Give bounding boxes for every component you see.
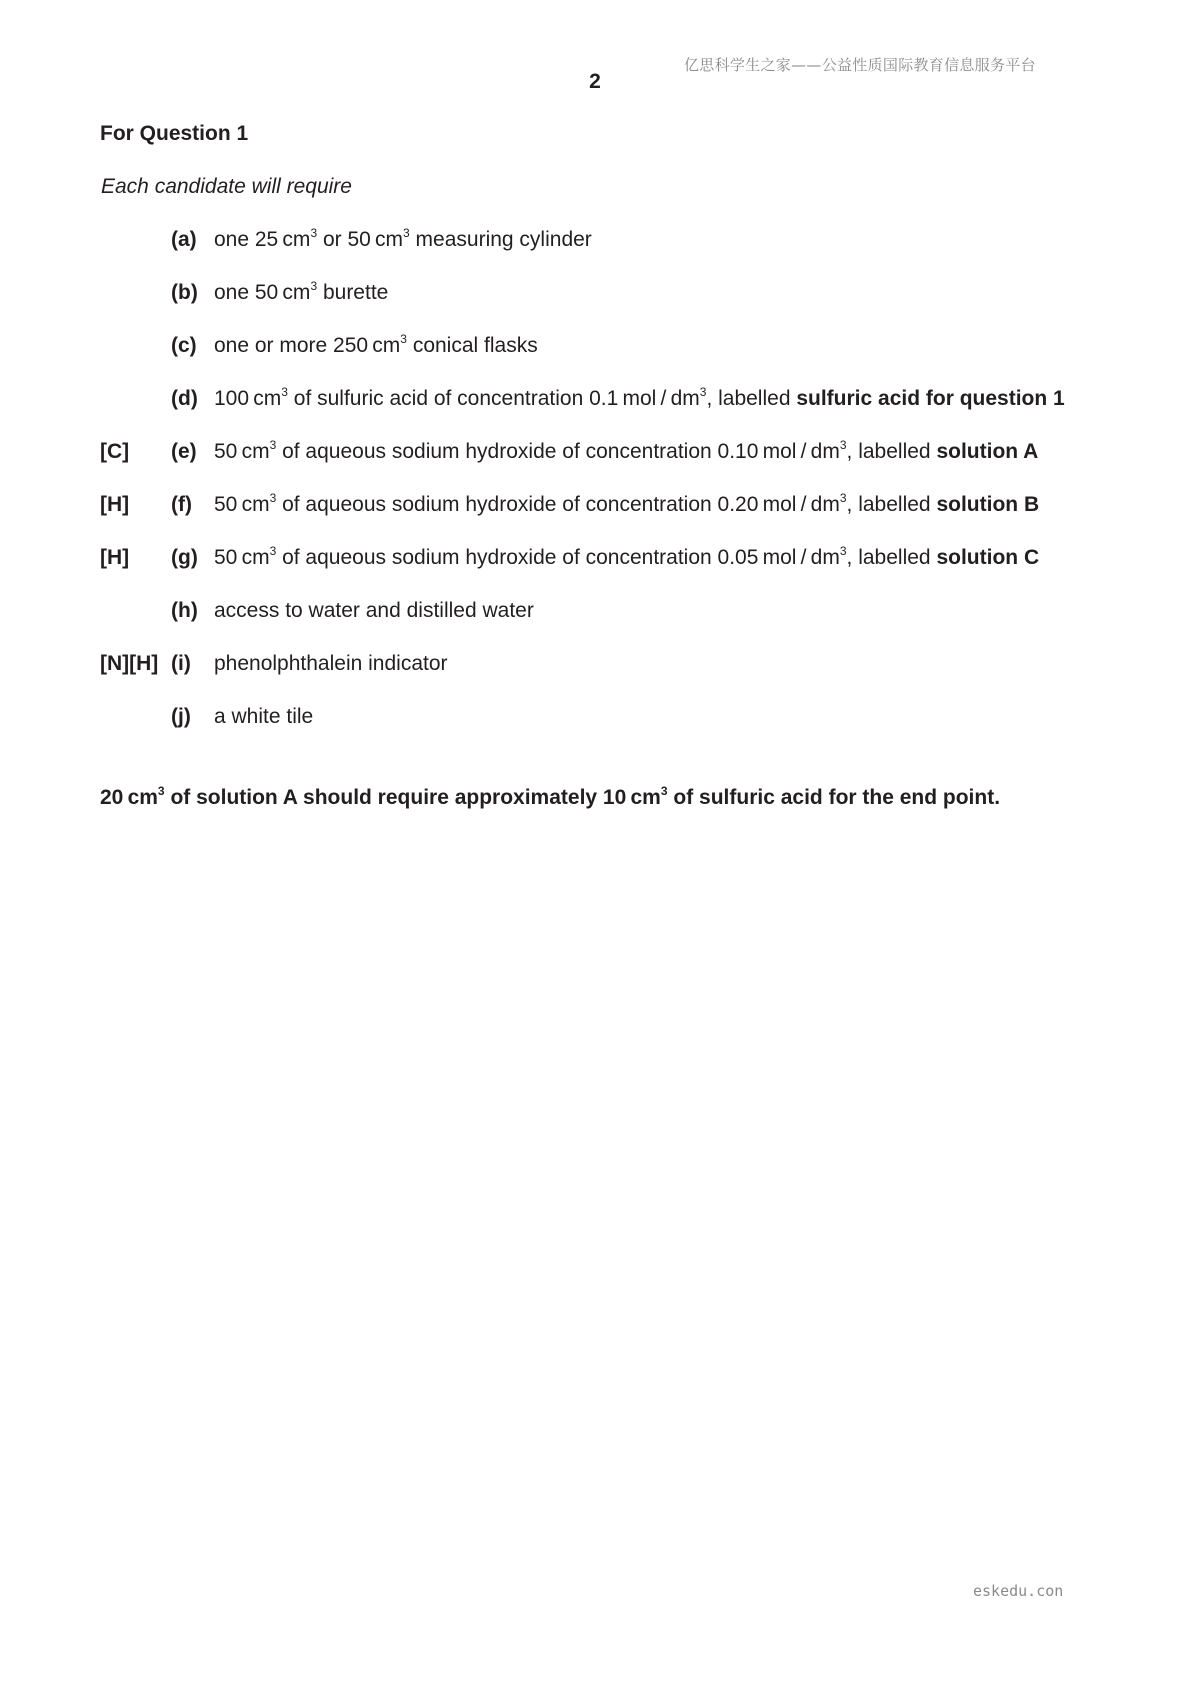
item-letter: (c) bbox=[171, 334, 197, 357]
item-letter: (e) bbox=[171, 440, 197, 463]
watermark-header: 亿思科学生之家——公益性质国际教育信息服务平台 bbox=[684, 56, 1036, 74]
item-letter: (g) bbox=[171, 546, 198, 569]
item-letter: (h) bbox=[171, 599, 198, 622]
item-letter: (i) bbox=[171, 652, 191, 675]
item-letter: (a) bbox=[171, 228, 197, 251]
item-text: one 50 $cm^3$ burette bbox=[214, 279, 389, 304]
item-code: [C] bbox=[100, 440, 130, 463]
item-text: 50 $cm^3$ of aqueous sodium hydroxide of concentration 0.05 mol / $dm^3$, labelled solution C bbox=[214, 544, 1040, 569]
item-text: one or more 250 $cm^3$ conical flasks bbox=[214, 332, 538, 357]
item-text: 100 $cm^3$ of sulfuric acid of concentration 0.1 mol / $dm^3$, labelled sulfuric acid for question 1 bbox=[214, 385, 1065, 410]
page-number: 2 bbox=[589, 70, 601, 93]
item-text: phenolphthalein indicator bbox=[214, 652, 448, 675]
intro-text: Each candidate will require bbox=[101, 175, 352, 198]
item-letter: (d) bbox=[171, 387, 198, 410]
watermark-footer: eskedu.con bbox=[973, 1582, 1064, 1600]
item-code: [H] bbox=[100, 546, 130, 569]
item-letter: (b) bbox=[171, 281, 198, 304]
item-code: [N][H] bbox=[100, 652, 159, 675]
item-letter: (j) bbox=[171, 705, 191, 728]
item-letter: (f) bbox=[171, 493, 192, 516]
item-code: [H] bbox=[100, 493, 130, 516]
item-text: one 25 $cm^3$ or 50 $cm^3$ measuring cylinder bbox=[214, 226, 592, 251]
question-heading: For Question 1 bbox=[100, 122, 249, 145]
item-text: access to water and distilled water bbox=[214, 599, 534, 622]
item-text: 50 $cm^3$ of aqueous sodium hydroxide of concentration 0.20 mol / $dm^3$, labelled solution B bbox=[214, 491, 1040, 516]
item-text: 50 $cm^3$ of aqueous sodium hydroxide of concentration 0.10 mol / $dm^3$, labelled solution A bbox=[214, 438, 1039, 463]
item-text: a white tile bbox=[214, 705, 314, 728]
end-point-note: 20 $cm^3$ of solution A should require approximately 10 $cm^3$ of sulfuric acid for the end point. bbox=[100, 784, 1001, 809]
